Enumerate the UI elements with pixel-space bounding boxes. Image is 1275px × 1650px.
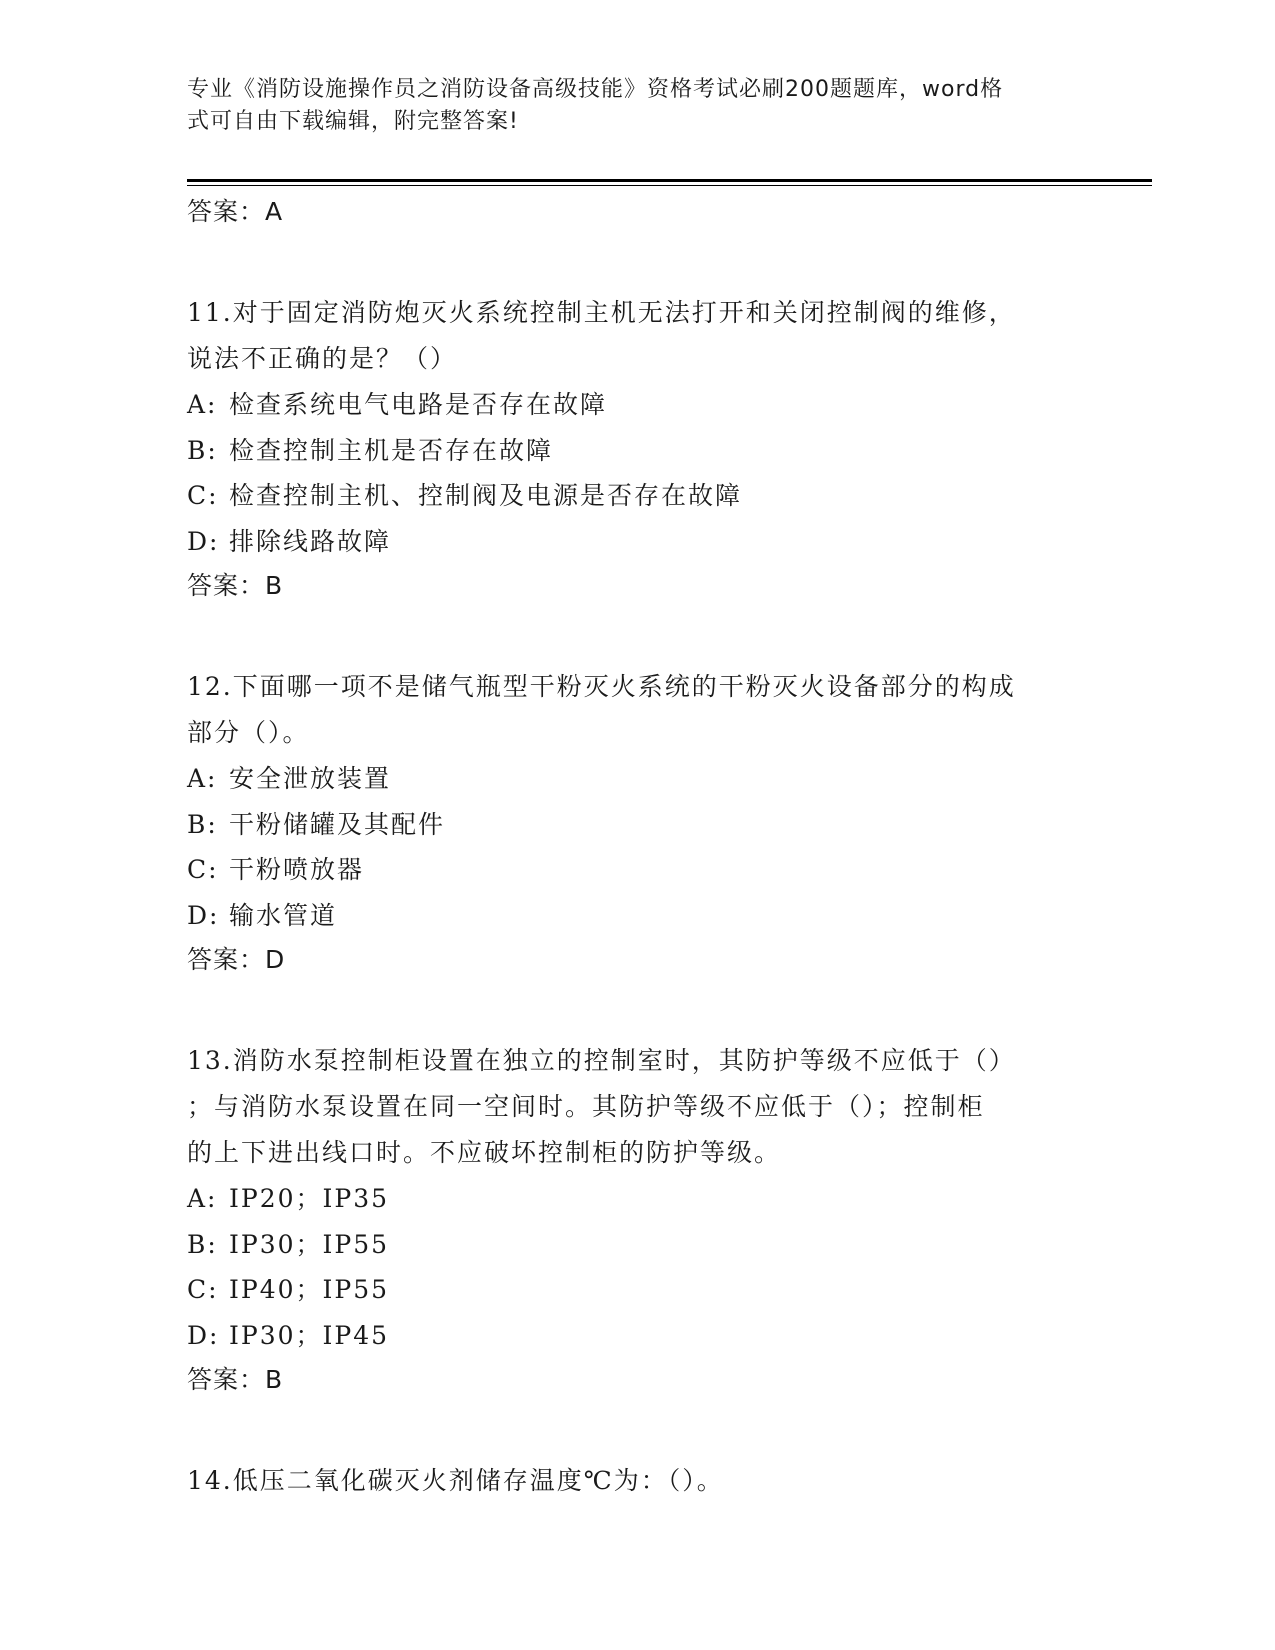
option-a	[187, 1176, 1087, 1222]
option-text: 干粉喷放器	[229, 855, 365, 884]
answer-line: 答案：B	[187, 571, 284, 600]
option-b	[187, 802, 1087, 848]
option-a	[187, 756, 1087, 802]
stem-line: 部分（）。	[187, 718, 310, 747]
question-list	[187, 190, 1087, 1504]
option-key: C:	[187, 481, 219, 510]
stem-line: 的上下进出线口时。不应破坏控制柜的防护等级。	[187, 1138, 782, 1167]
option-c	[187, 473, 1087, 519]
option-b	[187, 428, 1087, 474]
option-key: A:	[187, 390, 218, 419]
option-key: A:	[187, 1184, 218, 1213]
option-a	[187, 382, 1087, 428]
option-text: 排除线路故障	[229, 526, 392, 556]
stem-line: 14.低压二氧化碳灭火剂储存温度℃为：（）。	[187, 1466, 724, 1495]
stem-line: 13.消防水泵控制柜设置在独立的控制室时，其防护等级不应低于（）	[187, 1046, 1016, 1075]
option-text: 干粉储罐及其配件	[229, 809, 446, 839]
option-key: C:	[187, 855, 219, 884]
question-stem	[187, 290, 1087, 382]
option-text: 安全泄放装置	[229, 764, 392, 793]
option-key: D:	[187, 526, 220, 556]
previous-answer: 答案：A	[187, 197, 284, 226]
option-key: B:	[187, 1229, 218, 1259]
question-12	[187, 664, 1087, 982]
option-key: B:	[187, 435, 218, 465]
header-rule-thin	[187, 185, 1152, 186]
option-d	[187, 519, 1087, 565]
option-text: 检查控制主机、控制阀及电源是否存在故障	[229, 481, 743, 510]
option-text: IP20；IP35	[229, 1184, 390, 1213]
option-text: IP30；IP55	[229, 1229, 390, 1259]
header-rule-thick	[187, 179, 1152, 182]
question-stem	[187, 1038, 1087, 1176]
answer-line: 答案：D	[187, 945, 286, 974]
question-11	[187, 290, 1087, 608]
option-key: A:	[187, 764, 218, 793]
option-d	[187, 1313, 1087, 1359]
option-key: B:	[187, 809, 218, 839]
option-b	[187, 1222, 1087, 1268]
document-header	[187, 74, 1067, 138]
option-text: 输水管道	[229, 900, 338, 930]
header-line-1: 专业《消防设施操作员之消防设备高级技能》资格考试必刷200题题库，word格	[187, 77, 1004, 102]
question-stem	[187, 1458, 1087, 1504]
answer-line: 答案：B	[187, 1365, 284, 1394]
option-key: D:	[187, 1320, 220, 1350]
question-14	[187, 1458, 1087, 1504]
stem-line: 12.下面哪一项不是储气瓶型干粉灭火系统的干粉灭火设备部分的构成	[187, 672, 1016, 701]
question-13	[187, 1038, 1087, 1402]
option-key: C:	[187, 1275, 219, 1304]
option-key: D:	[187, 900, 220, 930]
stem-line: 11.对于固定消防炮灭火系统控制主机无法打开和关闭控制阀的维修，	[187, 298, 1016, 327]
stem-line: ；与消防水泵设置在同一空间时。其防护等级不应低于（）；控制柜	[187, 1092, 985, 1121]
stem-line: 说法不正确的是？（）	[187, 344, 458, 373]
option-c	[187, 847, 1087, 893]
option-text: IP40；IP55	[229, 1275, 390, 1304]
option-text: 检查系统电气电路是否存在故障	[229, 390, 608, 419]
option-text: IP30；IP45	[229, 1320, 390, 1350]
question-stem	[187, 664, 1087, 756]
option-text: 检查控制主机是否存在故障	[229, 435, 554, 465]
option-d	[187, 893, 1087, 939]
option-c	[187, 1267, 1087, 1313]
header-line-2: 式可自由下载编辑，附完整答案!	[187, 109, 519, 134]
